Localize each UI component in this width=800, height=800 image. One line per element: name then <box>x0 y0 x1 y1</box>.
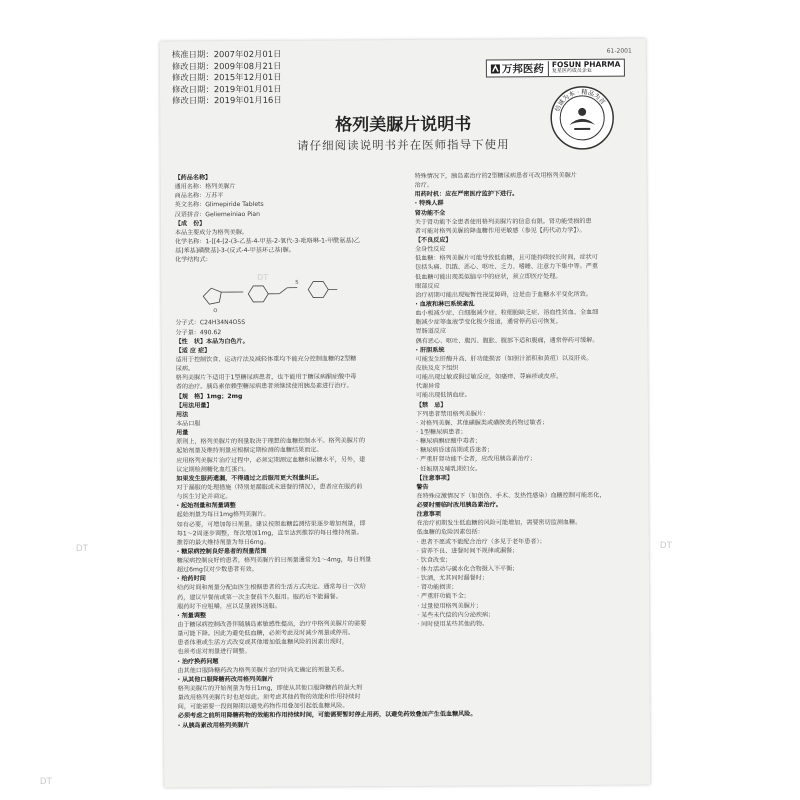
text-line: 低血糖：格列美脲片可能导致低血糖，且可能持续较长时间，症状可 <box>415 254 598 263</box>
text-line: 格列美脲片的开始剂量为每日1mg，即使从其他口服降糖药的最大剂 <box>177 684 363 693</box>
text-line: 必须考虑之前所用降糖药物的效能和作用持续时间，可能需要暂时停止用药，以避免药效叠加产生低血糖风险。 <box>177 711 477 720</box>
text-line: 【性 状】本品为白色片。 <box>175 337 249 346</box>
text-line: 【药品名称】 <box>174 174 212 182</box>
text-line: 全身性反应 <box>414 245 446 254</box>
text-line: · 肾功能损害； <box>417 584 458 592</box>
text-line: 偶有恶心、呕吐、腹泻、腹胀、腹部不适和腹痛，通常停药可缓解。 <box>415 336 599 345</box>
text-line: · 从胰岛素改用格列美脲片 <box>177 721 250 729</box>
text-line: · 特殊人群 <box>414 200 444 208</box>
text-line: 用药时机：应在严密医疗监护下进行。 <box>414 190 519 199</box>
text-line: 本品口服 <box>176 420 201 428</box>
revision-date: 核准日期：2007年02月01日 <box>171 48 282 60</box>
text-line: · 从其他口服降糖药改用格列美脲片 <box>177 675 274 684</box>
brand-name-cn: 万邦医药 <box>501 62 544 75</box>
text-line: 汉语拼音：Geliemeiniao Pian <box>174 210 261 218</box>
text-line: 治疗。 <box>414 181 433 190</box>
text-line: 给药时间和剂量分配由医生根据患者的生活方式决定。通常每日一次给 <box>177 583 366 592</box>
text-line: 商品名称：万苏平 <box>174 192 224 200</box>
text-line: 可能发生肝酶升高、肝功能损害（如胆汁淤积和黄疸）以及肝炎。 <box>415 354 593 363</box>
text-line: 【规 格】1mg；2mg <box>175 392 243 400</box>
text-line: 本品主要成分为格列美脲。 <box>174 228 249 237</box>
text-line: · 严重肝功能不全； <box>417 593 470 601</box>
revision-date: 修改日期：2019年01月16日 <box>172 94 282 106</box>
text-line: 警告 <box>416 483 429 491</box>
text-line: 胃肠道反应 <box>415 328 446 336</box>
document-code: 61-2001 <box>606 47 632 55</box>
text-line: 通用名称：格列美脲片 <box>174 183 236 191</box>
text-line: 起始剂量为每日1mg格列美脲片。 <box>176 511 270 519</box>
text-line: · 糖尿病控制良好患者的剂量范围 <box>176 547 267 556</box>
text-line: 代谢异常 <box>415 383 441 391</box>
text-line: 尿病。 <box>175 365 195 373</box>
revision-date: 修改日期：2015年12月01日 <box>171 71 282 83</box>
text-line: 在特殊应激情况下（如创伤、手术、发热性感染）血糖控制可能恶化， <box>416 491 606 500</box>
text-line: 药，建议早餐前或第一次主餐前不久服用。服药后不能漏餐。 <box>177 593 342 602</box>
text-line: 注意事项 <box>416 510 442 519</box>
text-line: 治疗初期可能出现短暂性视觉障碍，这是由于血糖水平变化所致。 <box>415 290 593 299</box>
text-line: · 饮酒，尤其同时漏餐时； <box>416 574 488 583</box>
text-line: 糖尿病控制良好的患者，格列美脲片的日剂量通常为1～4mg，每日剂量 <box>176 556 372 565</box>
text-line: 【成 份】 <box>174 219 206 228</box>
text-line: 量可能下降。因此为避免低血糖，必须考虑及时减少剂量或停用。 <box>177 629 355 638</box>
text-line: · 给药时间 <box>176 575 206 583</box>
text-line: 可能出现低钠血症。 <box>415 391 471 400</box>
text-line: 眼部反应 <box>415 282 440 290</box>
text-line: · 过量使用格列美脲片； <box>417 602 483 610</box>
text-line: 议定期检测糖化血红蛋白。 <box>176 465 250 474</box>
text-line: 者的治疗。胰岛素依赖型糖尿病患者须继续使用胰岛素进行治疗。 <box>175 382 353 391</box>
text-line: 化学结构式： <box>175 256 212 264</box>
text-line: · 体力活动与碳水化合物摄入不平衡； <box>416 565 519 573</box>
text-line: 服药时不应咀嚼，应以足量液体送服。 <box>177 602 281 611</box>
text-line: 在治疗初期发生低血糖的风险可能增加，需要密切监测血糖。 <box>416 519 582 528</box>
text-line: 如有必要，可增加每日剂量。建议按照血糖监测结果逐步增加剂量，即 <box>176 519 366 528</box>
text-line: 肾功能不全 <box>414 209 446 217</box>
seal-text: 信诚为本 · 精品为首 <box>554 88 607 113</box>
text-line: 由其他口服降糖药改为格列美脲片治疗时尚无确定的剂量关系。 <box>177 666 349 675</box>
text-line: 胞减少症等血液学变化极少报道，通常停药后可恢复。 <box>415 318 562 327</box>
text-line: · 血液和淋巴系统紊乱 <box>415 300 475 308</box>
brand-subtitle: 复星医药成员企业 <box>551 67 592 75</box>
text-line: · 1型糖尿病患者； <box>416 428 467 436</box>
brand-name-en: FOSUN PHARMA <box>551 59 621 70</box>
text-line: 原则上，格列美脲片的剂量取决于理想的血糖控制水平。格列美脲片的 <box>176 437 366 446</box>
text-line: 可能出现过敏或假过敏反应，如瘙痒、荨麻疹或皮疹。 <box>415 373 563 382</box>
text-line: 英文名称：Glimepiride Tablets <box>174 201 264 209</box>
text-line: 【禁 忌】 <box>415 401 447 409</box>
revision-dates <box>172 49 282 107</box>
text-line: 必要时需临时改用胰岛素治疗。 <box>416 501 502 509</box>
text-line: · 糖尿病酮症酸中毒者； <box>416 437 482 446</box>
text-line: · 营养不良、进餐时间不规律或漏餐； <box>416 547 519 555</box>
text-line: 由于糖尿病控制改善伴随胰岛素敏感性提高，治疗中格列美脲片的需要 <box>177 620 367 629</box>
chemical-structure <box>175 265 391 316</box>
watermark-right: DT <box>660 540 672 550</box>
text-line: · 治疗换药问题 <box>177 657 219 666</box>
text-line: · 患者不愿或不能配合治疗（多见于老年患者）； <box>416 537 546 546</box>
text-line: · 同时使用某些其他药物。 <box>417 620 489 628</box>
revision-date: 修改日期：2019年01月01日 <box>171 83 282 94</box>
text-line: 低血糖的危险因素包括： <box>416 529 484 537</box>
text-line: 超过6mg仅对少数患者有效。 <box>176 566 258 574</box>
text-line: 用量 <box>176 429 189 437</box>
text-line: 每1～2周逐步调整，每次增加1mg，直至达到推荐的每日维持剂量。 <box>176 528 363 538</box>
brand-mark-icon <box>491 64 500 73</box>
watermark-inner: DT <box>257 272 269 282</box>
text-line: · 糖尿病昏迷前期或昏迷者； <box>416 446 494 455</box>
text-line: 下列患者禁用格列美脲片： <box>415 410 490 418</box>
text-line: 如果发生服药遗漏，不得通过之后服用更大剂量纠正。 <box>176 474 323 483</box>
page-title: 格列美脲片说明书 <box>335 114 472 136</box>
text-line: · 严重肝肾功能不全者，应改用胰岛素治疗； <box>416 455 536 464</box>
svg-text:O: O <box>213 308 218 315</box>
text-line: · 剂量调整 <box>177 612 207 620</box>
text-line: 分子量：490.62 <box>175 328 222 336</box>
text-line: 【适 应 症】 <box>175 347 211 355</box>
text-line: 者可能对格列美脲的降血糖作用更敏感（参见【药代动力学】）。 <box>414 226 586 235</box>
text-line: 量改用格列美脲片时也是如此。须考虑其他药物的效能和作用持续时 <box>177 693 361 702</box>
text-line: 分子式：C24H34N4O5S <box>175 319 246 327</box>
revision-date: 修改日期：2009年08月21日 <box>171 60 282 71</box>
text-line: 间，可能需要一段间隔期以避免药物作用叠加引起低血糖风险。 <box>177 702 349 711</box>
text-line: 患者体重或生活方式改变或其他增加低血糖风险的因素出现时， <box>177 638 349 647</box>
text-line: 推荐的最大维持剂量为每日6mg。 <box>176 538 270 547</box>
watermark-bottom: DT <box>40 776 52 786</box>
text-line: 包括头痛、饥饿、恶心、呕吐、乏力、嗜睡、注意力不集中等。严重 <box>415 263 598 272</box>
text-line: 血小板减少症、白细胞减少症、粒细胞缺乏症、溶血性贫血、全血细 <box>415 308 599 318</box>
text-line: 对于漏服的处理措施（特别是漏服或未进餐的情况），患者应在服药前 <box>176 483 363 492</box>
text-line: 【注意事项】 <box>416 474 453 482</box>
text-line: 用法 <box>175 411 189 419</box>
page-subtitle: 请仔细阅读说明书并在医师指导下使用 <box>297 137 510 153</box>
text-line: 起始剂量及维持剂量应根据定期检测的血糖结果而定。 <box>176 446 323 455</box>
text-line: · 饮食改变； <box>416 556 452 564</box>
text-line: 基]苯基]磺酰基]-3-(反式-4-甲基环己基)脲。 <box>174 246 295 255</box>
text-line: 格列美脲片不适用于1型糖尿病患者，也不能用于糖尿病酮症酸中毒 <box>175 373 357 382</box>
text-line: 也须考虑对剂量进行调整。 <box>177 648 251 656</box>
text-line: 特殊情况下，胰岛素治疗的2型糖尿病患者可改用格列美脲片 <box>414 171 577 180</box>
text-line: · 妊娠期及哺乳期妇女。 <box>416 465 482 473</box>
text-line: 化学名称：1-[[4-[2-(3-乙基-4-甲基-2-氧代-3-吡咯啉-1-甲酰氨基)乙 <box>174 237 361 246</box>
text-line: 低血糖可能出现类似脑卒中的症状，须立即医疗处理。 <box>415 272 562 281</box>
svg-text:S: S <box>295 280 299 287</box>
leaflet-paper <box>160 39 651 788</box>
text-line: 与医生讨论并商定。 <box>176 493 232 501</box>
text-line: · 起始剂量和剂量调整 <box>176 502 236 510</box>
text-line: · 肝胆系统 <box>415 346 445 354</box>
text-line: 应用格列美脲片治疗过程中，必须定期测定血糖和尿糖水平，另外，建 <box>176 455 366 464</box>
watermark-left: DT <box>76 543 88 553</box>
text-line: 适用于控制饮食、运动疗法及减轻体重均不能充分控制血糖的2型糖 <box>175 355 357 364</box>
text-line: · 对格列美脲、其他磺脲类或磺胺类药物过敏者； <box>416 418 548 427</box>
text-line: · 某些未代偿的内分泌疾病； <box>417 611 495 619</box>
text-line: 关于肾功能不全患者使用格列美脲片的信息有限。肾功能受损的患 <box>414 217 592 226</box>
text-line: 【不良反应】 <box>414 236 452 244</box>
text-line: 皮肤及皮下组织 <box>415 364 459 372</box>
brand-logo <box>486 59 625 78</box>
text-line: 【用法用量】 <box>175 401 213 410</box>
right-column <box>415 171 634 629</box>
